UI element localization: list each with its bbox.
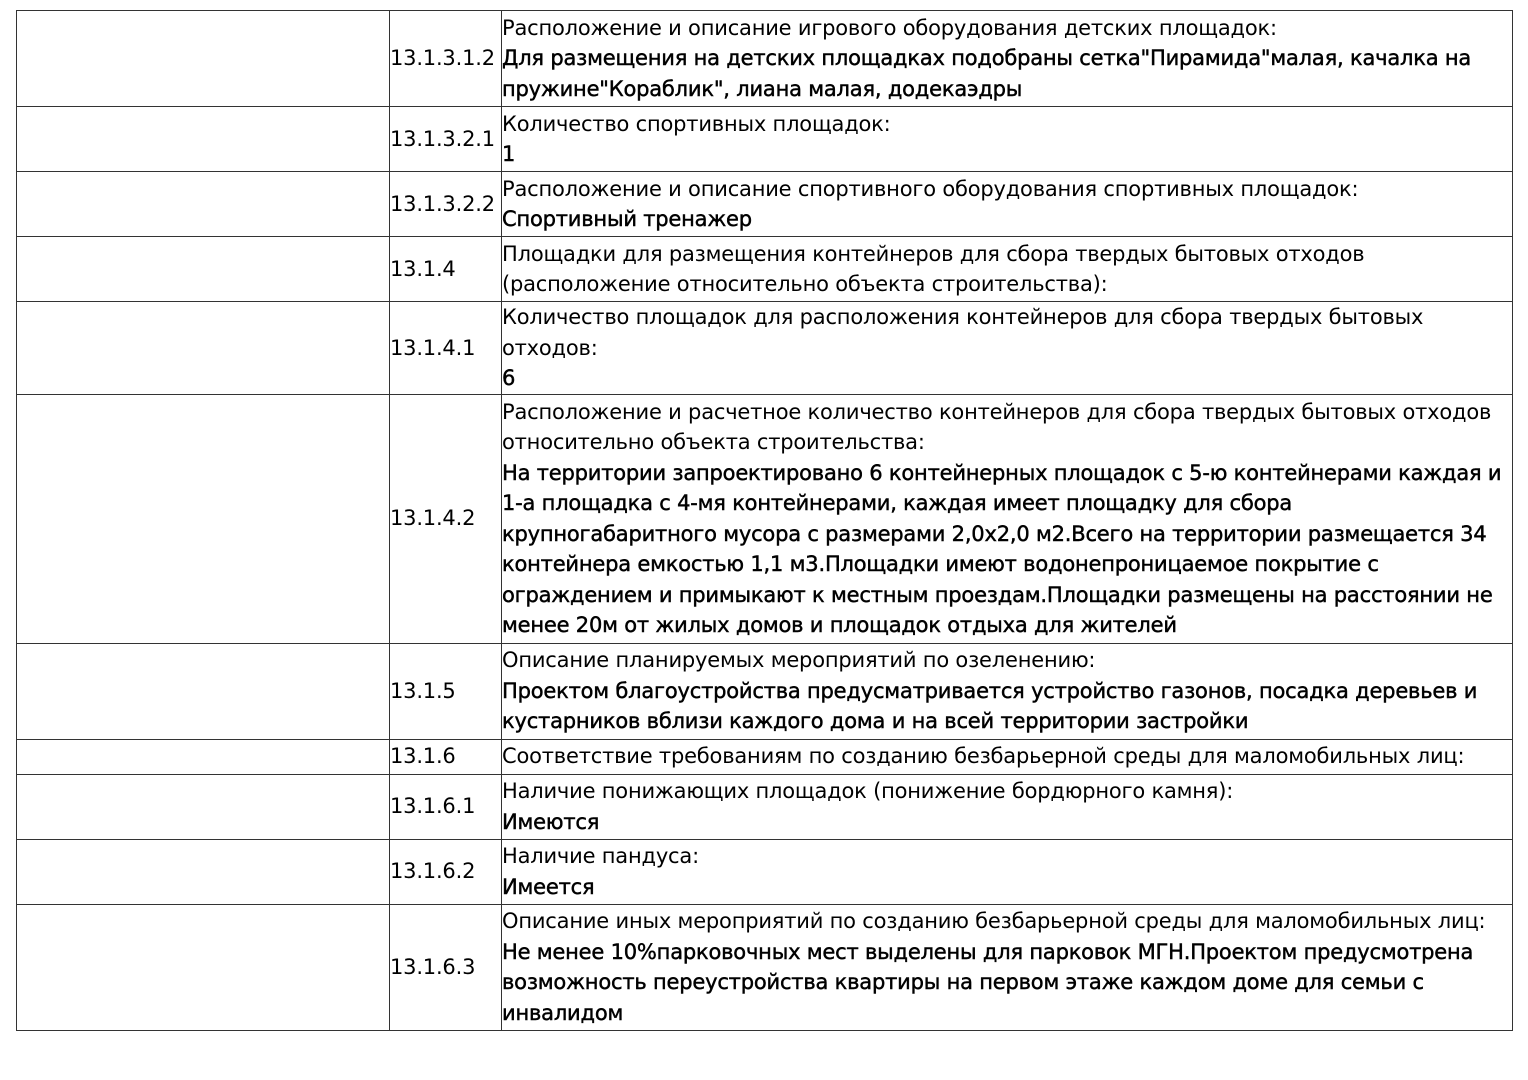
empty-cell [17,774,390,839]
row-text [502,839,1513,904]
table-row [17,237,1513,302]
row-label: Расположение и расчетное количество контейнеров для сбора твердых бытовых отходов относительно объекта строительства: [502,399,1492,454]
row-code: 13.1.6.1 [390,774,502,839]
row-label: Описание планируемых мероприятий по озеленению: [502,648,1096,673]
row-value: На территории запроектировано 6 контейнерных площадок с 5-ю контейнерами каждая и 1-а площадка с 4-мя контейнерами, каждая имеет площадку для сбора крупногабаритного мусора с размерами 2,0х2,0 м2.Всего на территории размещается 34 контейнера емкостью 1,1 м3.Площадки имеют водонепроницаемое покрытие с ограждением и примыкают к местным проездам.Площадки размещены на расстоянии не менее 20м от жилых домов и площадок отдыха для жителей [502,460,1502,637]
row-code: 13.1.6.3 [390,904,502,1030]
row-code: 13.1.4.1 [390,302,502,395]
empty-cell [17,302,390,395]
row-label: Наличие пандуса: [502,844,699,868]
row-label: Расположение и описание игрового оборудования детских площадок: [502,15,1277,40]
empty-cell [17,107,390,172]
row-value: Для размещения на детских площадках подобраны сетка"Пирамида"малая, качалка на пружине"Кораблик", лиана малая, додекаэдры [502,46,1472,101]
row-text [502,774,1513,839]
table-row [17,11,1513,107]
row-value: Имеются [502,809,600,834]
row-text [502,739,1513,774]
row-text [502,643,1513,739]
row-value: Проектом благоустройства предусматривается устройство газонов, посадка деревьев и кустарников вблизи каждого дома и на всей территории застройки [502,678,1478,734]
row-code: 13.1.5 [390,643,502,739]
row-text [502,107,1513,172]
row-label: Соответствие требованиям по созданию безбарьерной среды для маломобильных лиц: [502,744,1465,769]
table-row [17,774,1513,839]
row-text [502,237,1513,302]
row-text [502,904,1513,1030]
row-value: Спортивный тренажер [502,207,752,231]
row-code: 13.1.4.2 [390,394,502,643]
row-text [502,172,1513,237]
table-row [17,839,1513,904]
row-code: 13.1.6.2 [390,839,502,904]
row-code: 13.1.6 [390,739,502,774]
row-value: Не менее 10%парковочных мест выделены для парковок МГН.Проектом предусмотрена возможность переустройства квартиры на первом этаже каждом доме для семьи с инвалидом [502,939,1474,1025]
row-text [502,394,1513,643]
row-label: Расположение и описание спортивного оборудования спортивных площадок: [502,176,1359,201]
row-value: 6 [502,366,516,390]
row-label: Наличие понижающих площадок (понижение бордюрного камня): [502,779,1234,803]
table-row [17,643,1513,739]
empty-cell [17,643,390,739]
row-text [502,11,1513,107]
row-label: Площадки для размещения контейнеров для сбора твердых бытовых отходов (расположение относительно объекта строительства): [502,241,1365,296]
row-label: Количество спортивных площадок: [502,111,891,136]
row-code: 13.1.3.2.1 [390,107,502,172]
row-text [502,302,1513,395]
table-row [17,739,1513,774]
row-label: Количество площадок для расположения контейнеров для сбора твердых бытовых отходов: [502,305,1424,360]
row-value: Имеется [502,874,595,899]
empty-cell [17,237,390,302]
row-value: 1 [502,142,516,166]
empty-cell [17,394,390,643]
empty-cell [17,11,390,107]
empty-cell [17,172,390,237]
table-row [17,394,1513,643]
empty-cell [17,904,390,1030]
declaration-table [16,10,1513,1031]
row-code: 13.1.3.2.2 [390,172,502,237]
table-row [17,172,1513,237]
table-row [17,302,1513,395]
empty-cell [17,839,390,904]
row-label: Описание иных мероприятий по созданию безбарьерной среды для маломобильных лиц: [502,909,1486,933]
table-row [17,107,1513,172]
empty-cell [17,739,390,774]
row-code: 13.1.3.1.2 [390,11,502,107]
row-code: 13.1.4 [390,237,502,302]
table-row [17,904,1513,1030]
